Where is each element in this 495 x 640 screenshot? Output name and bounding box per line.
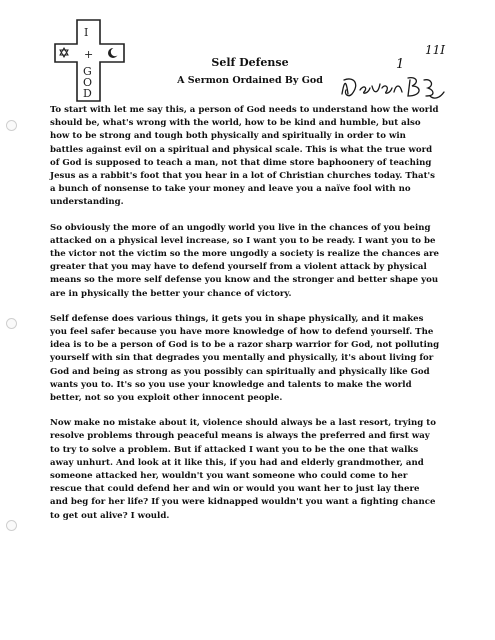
logo-letter-o: O [83,76,93,89]
binder-hole [6,520,17,531]
logo-letter-i: I [84,26,89,39]
document-subtitle: A Sermon Ordained By God [177,75,323,86]
binder-hole [6,120,17,131]
body-paragraph: To start with let me say this, a person of God needs to understand how the world should be, what's wrong with the world, how to be kind and humble, but also how to be strong and tough both physically and spiritually in order to win battles against evil on a spiritual and physical scale. This is what the true word of God is supposed to teach a man, not that dime store baphoonery of teaching Jesus as a rabbit's foot that you hear in a lot of Christian churches today. That's a bunch of nonsense to take your money and leave you a naïve fool with no understanding. [50,105,439,208]
binder-hole [6,318,17,329]
page-number: 1 [396,57,405,72]
logo-letter-g: G [83,65,92,78]
handwritten-signature [338,72,448,102]
document-title: Self Defense [211,56,289,69]
body-paragraph: Self defense does various things, it gets you in shape physically, and it makes you feel safer because you have more knowledge of how to defend yourself. The idea is to be a person of God is to be a razor sharp warrior for God, not polluting yourself with sin that degrades you mentally and physically, it's about living for God and being as strong as you possibly can spiritually and physically like God wants you to. It's so you use your knowledge and talents to make the world better, not so you exploit other innocent people. [50,313,440,404]
sermon-body [50,104,440,535]
cross-logo-icon [52,18,127,103]
body-paragraph: Now make no mistake about it, violence should always be a last resort, trying to resolve problems through peaceful means is always the preferred and first way to try to solve a problem. But if attacked I want you to be the one that walks away unhurt. And look at it like this, if you had and elderly grandmother, and someone attacked her, wouldn't you want someone who could come to her rescue that could defend her and win or would you want her to just lay there and beg for her life? If you were kidnapped wouldn't you want a fighting chance to get out alive? I would. [50,418,436,521]
body-paragraph: So obviously the more of an ungodly world you live in the chances of you being attacked on a physical level increase, so I want you to be ready. I want you to be the victor not the victim so the more ungodly a society is realize the chances are greater that you may have to defend yourself from a violent attack by physical means so the more self defense you know and the stronger and better shape you are in physically the better your chance of victory. [50,222,440,299]
page-note: 11I [425,43,446,57]
title-block [140,56,360,87]
logo-plus: + [84,48,94,61]
crescent-moon-icon [108,48,119,58]
star-of-david-icon [60,48,68,57]
logo-letter-d: D [83,87,92,100]
